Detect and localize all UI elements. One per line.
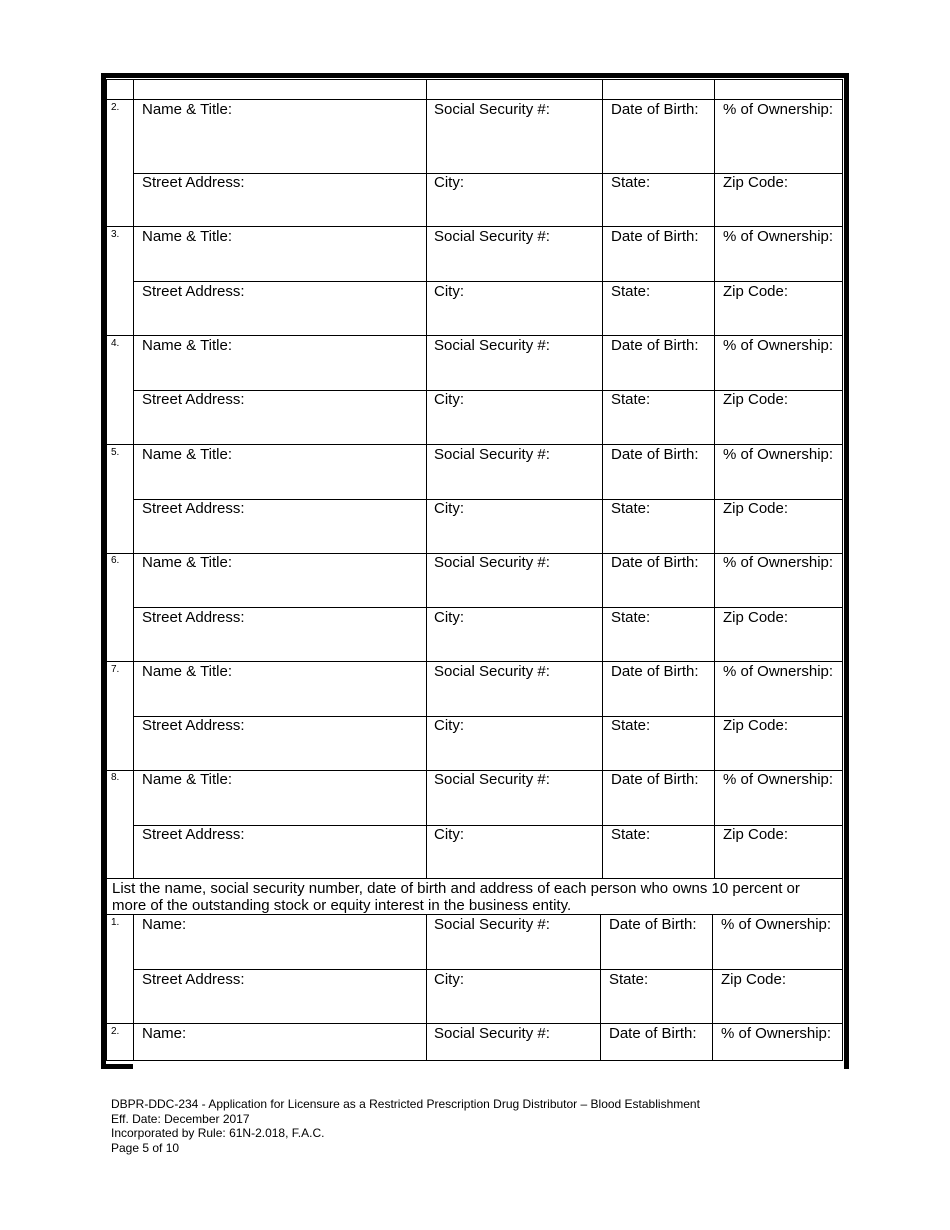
- state-field[interactable]: State:: [611, 717, 651, 734]
- state-field[interactable]: State:: [611, 500, 651, 517]
- street-address-field[interactable]: Street Address:: [142, 174, 245, 191]
- city-field[interactable]: City:: [434, 971, 464, 988]
- city-field[interactable]: City:: [434, 174, 464, 191]
- name-field[interactable]: Name:: [142, 916, 187, 933]
- zip-code-field[interactable]: Zip Code:: [723, 391, 789, 408]
- name-title-field[interactable]: Name & Title:: [142, 228, 233, 245]
- row-number: 4.: [111, 338, 120, 349]
- zip-code-field[interactable]: Zip Code:: [723, 283, 789, 300]
- city-field[interactable]: City:: [434, 826, 464, 843]
- ssn-field[interactable]: Social Security #:: [434, 554, 550, 571]
- city-field[interactable]: City:: [434, 609, 464, 626]
- ssn-field[interactable]: Social Security #:: [434, 663, 550, 680]
- row-number: 7.: [111, 664, 120, 675]
- ownership-field[interactable]: % of Ownership:: [721, 1025, 832, 1042]
- street-address-field[interactable]: Street Address:: [142, 609, 245, 626]
- state-field[interactable]: State:: [611, 283, 651, 300]
- street-address-field[interactable]: Street Address:: [142, 283, 245, 300]
- page-number: Page 5 of 10: [111, 1140, 180, 1155]
- ssn-field[interactable]: Social Security #:: [434, 337, 550, 354]
- ownership-field[interactable]: % of Ownership:: [723, 663, 834, 680]
- ownership-field[interactable]: % of Ownership:: [723, 554, 834, 571]
- dob-field[interactable]: Date of Birth:: [611, 228, 699, 245]
- state-field[interactable]: State:: [611, 609, 651, 626]
- zip-code-field[interactable]: Zip Code:: [721, 971, 787, 988]
- name-title-field[interactable]: Name & Title:: [142, 337, 233, 354]
- ownership-field[interactable]: % of Ownership:: [723, 101, 834, 118]
- ssn-field[interactable]: Social Security #:: [434, 771, 550, 788]
- ownership-field[interactable]: % of Ownership:: [723, 771, 834, 788]
- state-field[interactable]: State:: [611, 174, 651, 191]
- name-title-field[interactable]: Name & Title:: [142, 446, 233, 463]
- ten-percent-owners-instruction: List the name, social security number, date of birth and address of each person who owns 10 percent or more of the outstanding stock or equity interest in the business entity.: [112, 880, 800, 914]
- dob-field[interactable]: Date of Birth:: [609, 916, 697, 933]
- state-field[interactable]: State:: [609, 971, 649, 988]
- ssn-field[interactable]: Social Security #:: [434, 446, 550, 463]
- city-field[interactable]: City:: [434, 500, 464, 517]
- street-address-field[interactable]: Street Address:: [142, 826, 245, 843]
- row-number: 3.: [111, 229, 120, 240]
- ssn-field[interactable]: Social Security #:: [434, 1025, 550, 1042]
- dob-field[interactable]: Date of Birth:: [611, 446, 699, 463]
- row-number: 6.: [111, 555, 120, 566]
- street-address-field[interactable]: Street Address:: [142, 971, 245, 988]
- row-number: 2.: [111, 102, 120, 113]
- state-field[interactable]: State:: [611, 391, 651, 408]
- row-number: 1.: [111, 917, 120, 928]
- city-field[interactable]: City:: [434, 283, 464, 300]
- form-title: DBPR-DDC-234 - Application for Licensure as a Restricted Prescription Drug Distributor – Blood Establishment: [111, 1097, 700, 1111]
- zip-code-field[interactable]: Zip Code:: [723, 500, 789, 517]
- ssn-field[interactable]: Social Security #:: [434, 101, 550, 118]
- row-number: 5.: [111, 447, 120, 458]
- dob-field[interactable]: Date of Birth:: [611, 101, 699, 118]
- zip-code-field[interactable]: Zip Code:: [723, 826, 789, 843]
- effective-date: Eff. Date: December 2017: [111, 1111, 250, 1126]
- state-field[interactable]: State:: [611, 826, 651, 843]
- row-number: 8.: [111, 772, 120, 783]
- city-field[interactable]: City:: [434, 717, 464, 734]
- ownership-field[interactable]: % of Ownership:: [723, 446, 834, 463]
- dob-field[interactable]: Date of Birth:: [611, 771, 699, 788]
- page-footer: [111, 1097, 700, 1155]
- name-title-field[interactable]: Name & Title:: [142, 101, 233, 118]
- ownership-field[interactable]: % of Ownership:: [723, 337, 834, 354]
- ownership-field[interactable]: % of Ownership:: [721, 916, 832, 933]
- name-title-field[interactable]: Name & Title:: [142, 554, 233, 571]
- ownership-field[interactable]: % of Ownership:: [723, 228, 834, 245]
- zip-code-field[interactable]: Zip Code:: [723, 609, 789, 626]
- street-address-field[interactable]: Street Address:: [142, 717, 245, 734]
- name-title-field[interactable]: Name & Title:: [142, 771, 233, 788]
- rule-reference: Incorporated by Rule: 61N-2.018, F.A.C.: [111, 1126, 325, 1140]
- zip-code-field[interactable]: Zip Code:: [723, 174, 789, 191]
- street-address-field[interactable]: Street Address:: [142, 391, 245, 408]
- zip-code-field[interactable]: Zip Code:: [723, 717, 789, 734]
- city-field[interactable]: City:: [434, 391, 464, 408]
- street-address-field[interactable]: Street Address:: [142, 500, 245, 517]
- ssn-field[interactable]: Social Security #:: [434, 916, 550, 933]
- dob-field[interactable]: Date of Birth:: [609, 1025, 697, 1042]
- dob-field[interactable]: Date of Birth:: [611, 663, 699, 680]
- name-field[interactable]: Name:: [142, 1025, 187, 1042]
- name-title-field[interactable]: Name & Title:: [142, 663, 233, 680]
- dob-field[interactable]: Date of Birth:: [611, 337, 699, 354]
- ssn-field[interactable]: Social Security #:: [434, 228, 550, 245]
- form-frame-bottom: [101, 1064, 133, 1069]
- row-number: 2.: [111, 1026, 120, 1037]
- dob-field[interactable]: Date of Birth:: [611, 554, 699, 571]
